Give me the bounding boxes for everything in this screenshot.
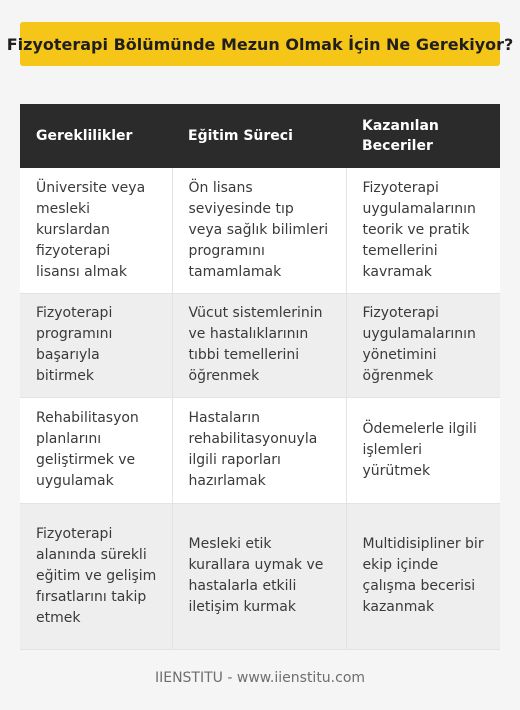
table-cell: Vücut sistemlerinin ve hastalıklarının tıbbi temellerini öğrenmek	[172, 293, 346, 397]
footer-source: IIENSTITU - www.iienstitu.com	[154, 670, 366, 686]
table-cell: Ön lisans seviyesinde tıp veya sağlık bilimleri programını tamamlamak	[172, 168, 346, 293]
table-cell: Mesleki etik kurallara uymak ve hastalarla etkili iletişim kurmak	[172, 503, 346, 649]
table-row	[20, 503, 500, 649]
requirements-table	[20, 104, 500, 650]
table-row	[20, 293, 500, 397]
table-row	[20, 397, 500, 503]
header-skills-gained: Kazanılan Beceriler	[362, 118, 439, 154]
header-education-process: Eğitim Süreci	[188, 128, 293, 144]
header-requirements: Gereklilikler	[36, 128, 133, 144]
title-banner	[6, 22, 514, 66]
table-cell: Fizyoterapi uygulamalarının yönetimini öğrenmek	[346, 293, 500, 397]
page-title: Fizyoterapi Bölümünde Mezun Olmak İçin Ne Gerekiyor?	[6, 34, 514, 54]
table-row	[20, 168, 500, 293]
table-cell: Fizyoterapi uygulamalarının teorik ve pratik temellerini kavramak	[346, 168, 500, 293]
table-cell: Multidisipliner bir ekip içinde çalışma becerisi kazanmak	[346, 503, 500, 649]
table-cell: Fizyoterapi programını başarıyla bitirmek	[20, 293, 172, 397]
table-cell: Fizyoterapi alanında sürekli eğitim ve gelişim fırsatlarını takip etmek	[20, 503, 172, 649]
table-cell: Ödemelerle ilgili işlemleri yürütmek	[346, 397, 500, 503]
table-cell: Hastaların rehabilitasyonuyla ilgili raporları hazırlamak	[172, 397, 346, 503]
requirements-table-container	[20, 104, 500, 650]
table-cell: Üniversite veya mesleki kurslardan fizyoterapi lisansı almak	[20, 168, 172, 293]
table-header-row	[20, 104, 500, 168]
table-cell: Rehabilitasyon planlarını geliştirmek ve uygulamak	[20, 397, 172, 503]
